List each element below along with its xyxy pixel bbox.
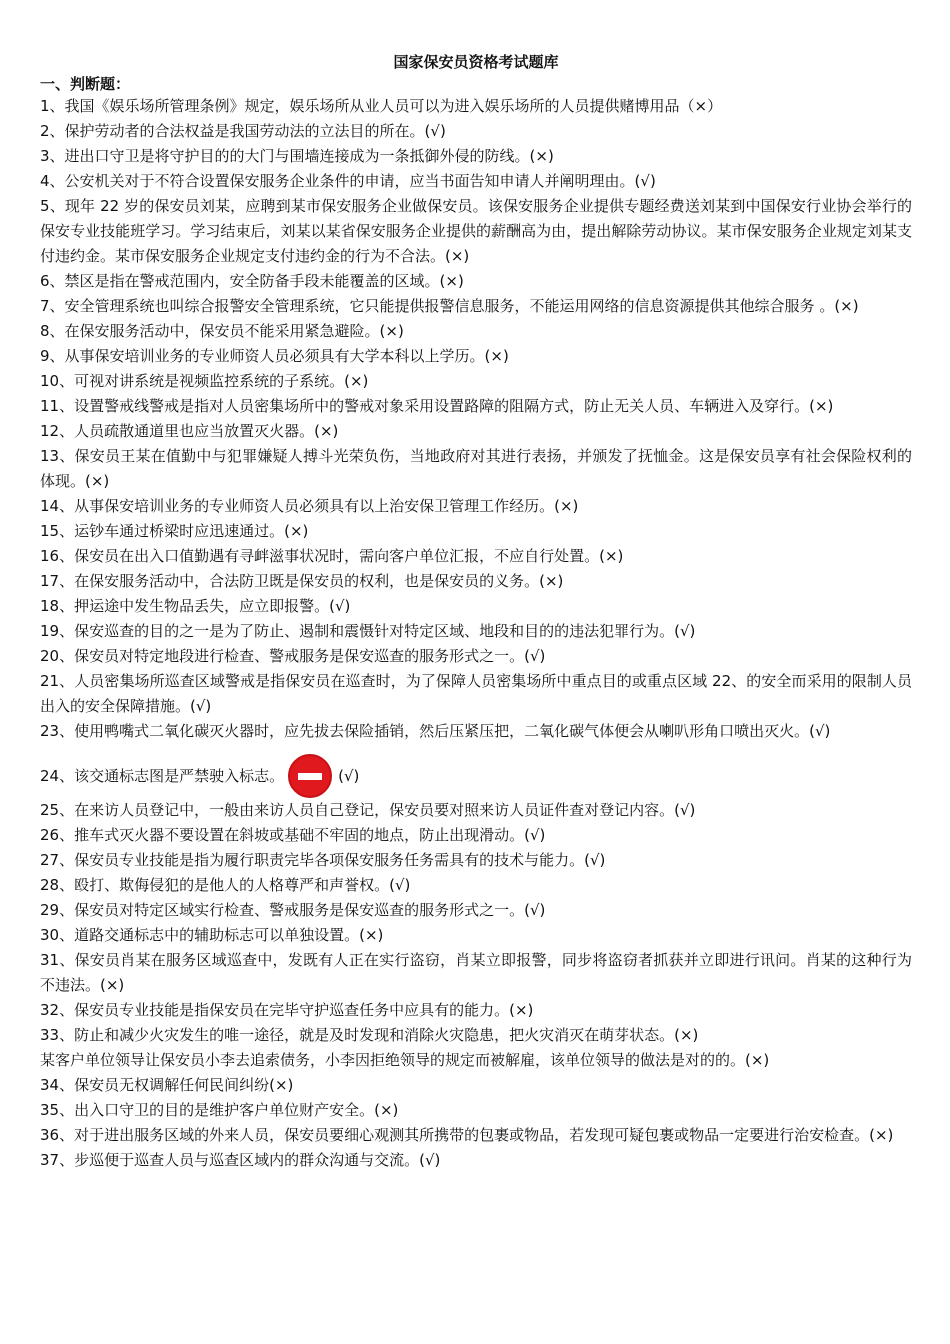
question-item: 6、禁区是指在警戒范围内，安全防备手段未能覆盖的区域。(×) <box>40 272 464 290</box>
question-item: 19、保安巡查的目的之一是为了防止、遏制和震慑针对特定区域、地段和目的的违法犯罪行为。(√) <box>40 622 696 640</box>
question-item: 35、出入口守卫的目的是维护客户单位财产安全。(×) <box>40 1101 399 1119</box>
question-item: 32、保安员专业技能是指保安员在完毕守护巡查任务中应具有的能力。(×) <box>40 1001 534 1019</box>
question-item: 4、公安机关对于不符合设置保安服务企业条件的申请，应当书面告知申请人并阐明理由。(√) <box>40 172 656 190</box>
question-item: 14、从事保安培训业务的专业师资人员必须具有以上治安保卫管理工作经历。(×) <box>40 497 579 515</box>
question-item: 10、可视对讲系统是视频监控系统的子系统。(×) <box>40 372 369 390</box>
question-text: 24、该交通标志图是严禁驶入标志。 <box>40 767 285 785</box>
question-item: 21、人员密集场所巡查区域警戒是指保安员在巡查时，为了保障人员密集场所中重点目的或重点区域 22、的安全而采用的限制人员出入的安全保障措施。(√) <box>40 672 912 715</box>
question-item: 8、在保安服务活动中，保安员不能采用紧急避险。(×) <box>40 322 404 340</box>
question-item: 20、保安员对特定地段进行检查、警戒服务是保安巡查的服务形式之一。(√) <box>40 647 546 665</box>
question-item: 30、道路交通标志中的辅助标志可以单独设置。(×) <box>40 926 384 944</box>
question-answer: (√) <box>338 767 360 785</box>
question-item: 13、保安员王某在值勤中与犯罪嫌疑人搏斗光荣负伤，当地政府对其进行表扬，并颁发了抚恤金。这是保安员享有社会保险权利的体现。(×) <box>40 447 912 490</box>
question-item: 15、运钞车通过桥梁时应迅速通过。(×) <box>40 522 309 540</box>
no-entry-sign-icon <box>288 754 332 798</box>
question-item: 23、使用鸭嘴式二氧化碳灭火器时，应先拔去保险插销，然后压紧压把，二氧化碳气体便会从喇叭形角口喷出灭火。(√) <box>40 722 831 740</box>
question-item: 某客户单位领导让保安员小李去追索债务，小李因拒绝领导的规定而被解雇，该单位领导的做法是对的的。(×) <box>40 1051 770 1069</box>
question-item: 1、我国《娱乐场所管理条例》规定，娱乐场所从业人员可以为进入娱乐场所的人员提供赌博用品（×） <box>40 97 723 115</box>
document-title: 国家保安员资格考试题库 <box>393 53 559 71</box>
question-list <box>40 94 912 1173</box>
question-item: 16、保安员在出入口值勤遇有寻衅滋事状况时，需向客户单位汇报，不应自行处置。(×) <box>40 547 624 565</box>
question-item: 33、防止和减少火灾发生的唯一途径，就是及时发现和消除火灾隐患，把火灾消灭在萌芽状态。(×) <box>40 1026 699 1044</box>
section-heading: 一、判断题： <box>40 75 131 93</box>
question-item: 31、保安员肖某在服务区域巡查中，发既有人正在实行盗窃，肖某立即报警，同步将盗窃者抓获并立即进行讯问。肖某的这种行为不违法。(×) <box>40 951 912 994</box>
question-item: 36、对于进出服务区域的外来人员，保安员要细心观测其所携带的包裹或物品，若发现可疑包裹或物品一定要进行治安检查。(×) <box>40 1126 894 1144</box>
question-item: 26、推车式灭火器不要设置在斜坡或基础不牢固的地点，防止出现滑动。(√) <box>40 826 546 844</box>
question-item: 28、殴打、欺侮侵犯的是他人的人格尊严和声誉权。(√) <box>40 876 411 894</box>
question-item: 3、进出口守卫是将守护目的的大门与围墙连接成为一条抵御外侵的防线。(×) <box>40 147 554 165</box>
question-item-with-sign <box>40 754 912 798</box>
question-item: 7、安全管理系统也叫综合报警安全管理系统，它只能提供报警信息服务，不能运用网络的信息资源提供其他综合服务 。(×) <box>40 297 859 315</box>
question-item: 2、保护劳动者的合法权益是我国劳动法的立法目的所在。(√) <box>40 122 446 140</box>
question-item: 18、押运途中发生物品丢失，应立即报警。(√) <box>40 597 351 615</box>
question-item: 27、保安员专业技能是指为履行职责完毕各项保安服务任务需具有的技术与能力。(√) <box>40 851 606 869</box>
question-item: 12、人员疏散通道里也应当放置灭火器。(×) <box>40 422 339 440</box>
question-item: 25、在来访人员登记中，一般由来访人员自己登记，保安员要对照来访人员证件查对登记内容。(√) <box>40 801 696 819</box>
question-item: 29、保安员对特定区域实行检查、警戒服务是保安巡查的服务形式之一。(√) <box>40 901 546 919</box>
question-item: 37、步巡便于巡查人员与巡查区域内的群众沟通与交流。(√) <box>40 1151 441 1169</box>
question-item: 11、设置警戒线警戒是指对人员密集场所中的警戒对象采用设置路障的阻隔方式，防止无关人员、车辆进入及穿行。(×) <box>40 397 834 415</box>
question-item: 5、现年 22 岁的保安员刘某，应聘到某市保安服务企业做保安员。该保安服务企业提供专题经费送刘某到中国保安行业协会举行的保安专业技能班学习。学习结束后，刘某以某省保安服务企业提供的薪酬高为由，提出解除劳动协议。某市保安服务企业规定刘某支付违约金。某市保安服务企业规定支付违约金的行为不合法。(×) <box>40 197 912 265</box>
question-item: 17、在保安服务活动中，合法防卫既是保安员的权利，也是保安员的义务。(×) <box>40 572 564 590</box>
question-item: 9、从事保安培训业务的专业师资人员必须具有大学本科以上学历。(×) <box>40 347 509 365</box>
question-item: 34、保安员无权调解任何民间纠纷(×) <box>40 1076 294 1094</box>
